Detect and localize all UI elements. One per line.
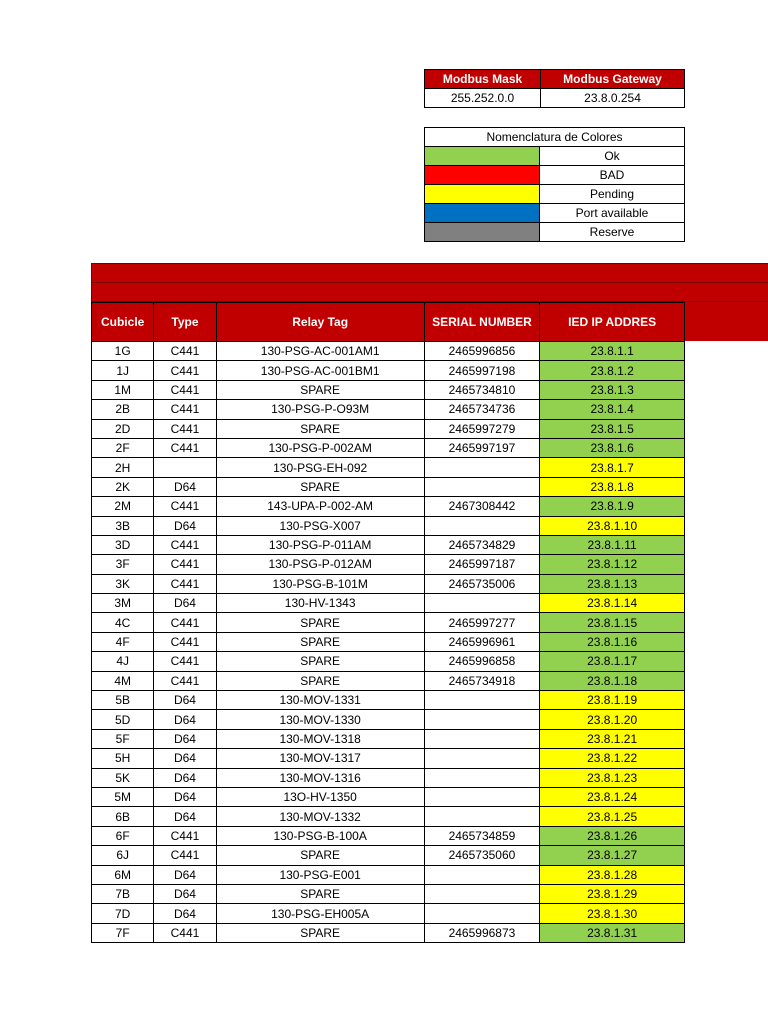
cell-ied-ip-address: 23.8.1.9 (540, 497, 685, 516)
cell-type: C441 (154, 671, 216, 690)
cell-relay-tag: 130-MOV-1330 (216, 710, 424, 729)
cell-serial-number (424, 516, 540, 535)
cell-type: D64 (154, 884, 216, 903)
cell-ied-ip-address: 23.8.1.23 (540, 768, 685, 787)
cell-relay-tag: 130-PSG-EH-092 (216, 458, 424, 477)
cell-relay-tag: SPARE (216, 477, 424, 496)
cell-cubicle: 5M (92, 787, 154, 806)
legend-title: Nomenclatura de Colores (425, 128, 685, 147)
legend-label-port-available: Port available (540, 204, 685, 223)
cell-type: D64 (154, 768, 216, 787)
header-serial-number: SERIAL NUMBER (424, 303, 540, 342)
cell-relay-tag: 130-PSG-B-101M (216, 574, 424, 593)
cell-relay-tag: 130-PSG-AC-001BM1 (216, 361, 424, 380)
cell-type: D64 (154, 787, 216, 806)
cell-type: C441 (154, 923, 216, 942)
table-row (92, 458, 685, 477)
table-row (92, 671, 685, 690)
cell-cubicle: 6M (92, 865, 154, 884)
table-row (92, 749, 685, 768)
cell-type: C441 (154, 535, 216, 554)
cell-type: C441 (154, 419, 216, 438)
cell-cubicle: 5D (92, 710, 154, 729)
cell-type: D64 (154, 594, 216, 613)
cell-ied-ip-address: 23.8.1.31 (540, 923, 685, 942)
cell-relay-tag: 130-MOV-1316 (216, 768, 424, 787)
cell-serial-number: 2465997197 (424, 438, 540, 457)
cell-cubicle: 7B (92, 884, 154, 903)
cell-relay-tag: 130-PSG-P-012AM (216, 555, 424, 574)
cell-serial-number: 2465996858 (424, 652, 540, 671)
header-type: Type (154, 303, 216, 342)
table-row (92, 497, 685, 516)
cell-type (154, 458, 216, 477)
cell-relay-tag: 130-MOV-1332 (216, 807, 424, 826)
cell-type: D64 (154, 865, 216, 884)
modbus-settings-table (424, 69, 685, 108)
cell-cubicle: 3B (92, 516, 154, 535)
cell-ied-ip-address: 23.8.1.17 (540, 652, 685, 671)
legend-label-ok: Ok (540, 147, 685, 166)
cell-cubicle: 7D (92, 904, 154, 923)
cell-relay-tag: 130-PSG-AC-001AM1 (216, 342, 424, 361)
cell-type: C441 (154, 438, 216, 457)
cell-ied-ip-address: 23.8.1.14 (540, 594, 685, 613)
cell-cubicle: 2M (92, 497, 154, 516)
cell-serial-number: 2465735060 (424, 846, 540, 865)
title-banner-row-1 (91, 263, 768, 283)
table-body (92, 342, 685, 943)
cell-ied-ip-address: 23.8.1.20 (540, 710, 685, 729)
legend-swatch-bad (425, 166, 540, 185)
cell-cubicle: 5F (92, 729, 154, 748)
cell-type: C441 (154, 380, 216, 399)
cell-serial-number (424, 729, 540, 748)
title-banner-row-2 (91, 283, 768, 302)
cell-cubicle: 2D (92, 419, 154, 438)
cell-relay-tag: SPARE (216, 923, 424, 942)
cell-serial-number (424, 749, 540, 768)
table-row (92, 710, 685, 729)
header-relay-tag: Relay Tag (216, 303, 424, 342)
cell-serial-number (424, 904, 540, 923)
cell-serial-number (424, 768, 540, 787)
cell-ied-ip-address: 23.8.1.5 (540, 419, 685, 438)
cell-type: C441 (154, 555, 216, 574)
table-row (92, 884, 685, 903)
cell-relay-tag: SPARE (216, 846, 424, 865)
header-ied-ip-address: IED IP ADDRES (540, 303, 685, 342)
cell-type: C441 (154, 613, 216, 632)
cell-type: D64 (154, 749, 216, 768)
modbus-mask-value: 255.252.0.0 (425, 89, 541, 108)
legend-swatch-ok (425, 147, 540, 166)
cell-relay-tag: SPARE (216, 671, 424, 690)
cell-ied-ip-address: 23.8.1.18 (540, 671, 685, 690)
cell-type: C441 (154, 846, 216, 865)
cell-ied-ip-address: 23.8.1.16 (540, 632, 685, 651)
cell-serial-number: 2465734736 (424, 400, 540, 419)
cell-ied-ip-address: 23.8.1.3 (540, 380, 685, 399)
table-row (92, 904, 685, 923)
cell-cubicle: 1G (92, 342, 154, 361)
table-row (92, 342, 685, 361)
legend-swatch-pending (425, 185, 540, 204)
cell-cubicle: 2F (92, 438, 154, 457)
cell-serial-number: 2467308442 (424, 497, 540, 516)
cell-relay-tag: 130-PSG-X007 (216, 516, 424, 535)
header-cubicle: Cubicle (92, 303, 154, 342)
modbus-mask-header: Modbus Mask (425, 70, 541, 89)
cell-cubicle: 4C (92, 613, 154, 632)
table-row (92, 438, 685, 457)
cell-serial-number: 2465734918 (424, 671, 540, 690)
cell-cubicle: 4M (92, 671, 154, 690)
cell-ied-ip-address: 23.8.1.10 (540, 516, 685, 535)
table-row (92, 865, 685, 884)
cell-serial-number: 2465996873 (424, 923, 540, 942)
table-row (92, 729, 685, 748)
modbus-gateway-header: Modbus Gateway (541, 70, 685, 89)
cell-relay-tag: SPARE (216, 652, 424, 671)
cell-ied-ip-address: 23.8.1.15 (540, 613, 685, 632)
cell-cubicle: 5K (92, 768, 154, 787)
cell-type: D64 (154, 729, 216, 748)
cell-relay-tag: SPARE (216, 632, 424, 651)
cell-serial-number: 2465734829 (424, 535, 540, 554)
table-row (92, 652, 685, 671)
cell-type: D64 (154, 807, 216, 826)
cell-type: C441 (154, 574, 216, 593)
cell-ied-ip-address: 23.8.1.4 (540, 400, 685, 419)
cell-serial-number (424, 458, 540, 477)
cell-cubicle: 2K (92, 477, 154, 496)
cell-type: C441 (154, 632, 216, 651)
cell-type: D64 (154, 710, 216, 729)
cell-serial-number: 2465734810 (424, 380, 540, 399)
table-row (92, 380, 685, 399)
cell-cubicle: 2H (92, 458, 154, 477)
cell-type: D64 (154, 691, 216, 710)
cell-cubicle: 3D (92, 535, 154, 554)
table-row (92, 594, 685, 613)
cell-relay-tag: 130-PSG-P-011AM (216, 535, 424, 554)
table-row (92, 807, 685, 826)
cell-ied-ip-address: 23.8.1.8 (540, 477, 685, 496)
cell-serial-number (424, 691, 540, 710)
cell-relay-tag: SPARE (216, 884, 424, 903)
cell-type: D64 (154, 477, 216, 496)
cell-relay-tag: 130-PSG-B-100A (216, 826, 424, 845)
cell-cubicle: 6F (92, 826, 154, 845)
table-row (92, 826, 685, 845)
cell-ied-ip-address: 23.8.1.21 (540, 729, 685, 748)
cell-relay-tag: 130-MOV-1317 (216, 749, 424, 768)
cell-cubicle: 1M (92, 380, 154, 399)
table-row (92, 574, 685, 593)
cell-ied-ip-address: 23.8.1.19 (540, 691, 685, 710)
cell-serial-number (424, 865, 540, 884)
cell-serial-number: 2465997279 (424, 419, 540, 438)
cell-type: D64 (154, 904, 216, 923)
cell-ied-ip-address: 23.8.1.24 (540, 787, 685, 806)
cell-type: C441 (154, 826, 216, 845)
cell-ied-ip-address: 23.8.1.26 (540, 826, 685, 845)
cell-cubicle: 4J (92, 652, 154, 671)
cell-cubicle: 5B (92, 691, 154, 710)
cell-ied-ip-address: 23.8.1.27 (540, 846, 685, 865)
table-row (92, 361, 685, 380)
table-row (92, 691, 685, 710)
color-legend-table (424, 127, 685, 242)
table-row (92, 516, 685, 535)
legend-swatch-port-available (425, 204, 540, 223)
cell-relay-tag: 130-MOV-1318 (216, 729, 424, 748)
cell-serial-number: 2465996961 (424, 632, 540, 651)
cell-relay-tag: 130-PSG-EH005A (216, 904, 424, 923)
cell-ied-ip-address: 23.8.1.1 (540, 342, 685, 361)
cell-relay-tag: 130-MOV-1331 (216, 691, 424, 710)
table-row (92, 632, 685, 651)
cell-cubicle: 1J (92, 361, 154, 380)
cell-cubicle: 6B (92, 807, 154, 826)
cell-relay-tag: 130-PSG-P-O93M (216, 400, 424, 419)
cell-ied-ip-address: 23.8.1.7 (540, 458, 685, 477)
legend-label-pending: Pending (540, 185, 685, 204)
cell-ied-ip-address: 23.8.1.2 (540, 361, 685, 380)
cell-ied-ip-address: 23.8.1.22 (540, 749, 685, 768)
table-row (92, 787, 685, 806)
cell-serial-number (424, 594, 540, 613)
cell-ied-ip-address: 23.8.1.28 (540, 865, 685, 884)
cell-relay-tag: 130-HV-1343 (216, 594, 424, 613)
cell-serial-number (424, 787, 540, 806)
cell-type: C441 (154, 652, 216, 671)
cell-type: C441 (154, 497, 216, 516)
cell-relay-tag: 13O-HV-1350 (216, 787, 424, 806)
legend-label-reserve: Reserve (540, 223, 685, 242)
cell-cubicle: 5H (92, 749, 154, 768)
cell-ied-ip-address: 23.8.1.11 (540, 535, 685, 554)
cell-type: C441 (154, 400, 216, 419)
table-row (92, 555, 685, 574)
cell-relay-tag: SPARE (216, 613, 424, 632)
table-row (92, 419, 685, 438)
cell-cubicle: 3F (92, 555, 154, 574)
cell-serial-number: 2465997198 (424, 361, 540, 380)
table-row (92, 846, 685, 865)
table-row (92, 400, 685, 419)
cell-type: D64 (154, 516, 216, 535)
cell-serial-number: 2465997277 (424, 613, 540, 632)
cell-serial-number: 2465996856 (424, 342, 540, 361)
cell-ied-ip-address: 23.8.1.29 (540, 884, 685, 903)
cell-ied-ip-address: 23.8.1.30 (540, 904, 685, 923)
table-row (92, 923, 685, 942)
ied-relay-table (91, 302, 685, 943)
header-banner-extension (685, 302, 768, 341)
cell-serial-number (424, 710, 540, 729)
table-row (92, 768, 685, 787)
cell-cubicle: 3K (92, 574, 154, 593)
cell-ied-ip-address: 23.8.1.25 (540, 807, 685, 826)
cell-cubicle: 7F (92, 923, 154, 942)
cell-ied-ip-address: 23.8.1.6 (540, 438, 685, 457)
cell-type: C441 (154, 361, 216, 380)
cell-serial-number: 2465997187 (424, 555, 540, 574)
cell-relay-tag: SPARE (216, 380, 424, 399)
cell-serial-number (424, 477, 540, 496)
legend-swatch-reserve (425, 223, 540, 242)
cell-serial-number: 2465735006 (424, 574, 540, 593)
table-row (92, 477, 685, 496)
cell-relay-tag: 130-PSG-E001 (216, 865, 424, 884)
cell-relay-tag: 143-UPA-P-002-AM (216, 497, 424, 516)
cell-serial-number (424, 807, 540, 826)
table-row (92, 535, 685, 554)
cell-cubicle: 4F (92, 632, 154, 651)
cell-cubicle: 6J (92, 846, 154, 865)
cell-cubicle: 3M (92, 594, 154, 613)
cell-cubicle: 2B (92, 400, 154, 419)
table-row (92, 613, 685, 632)
legend-label-bad: BAD (540, 166, 685, 185)
cell-ied-ip-address: 23.8.1.12 (540, 555, 685, 574)
cell-relay-tag: 130-PSG-P-002AM (216, 438, 424, 457)
cell-serial-number (424, 884, 540, 903)
cell-serial-number: 2465734859 (424, 826, 540, 845)
cell-ied-ip-address: 23.8.1.13 (540, 574, 685, 593)
cell-type: C441 (154, 342, 216, 361)
modbus-gateway-value: 23.8.0.254 (541, 89, 685, 108)
cell-relay-tag: SPARE (216, 419, 424, 438)
